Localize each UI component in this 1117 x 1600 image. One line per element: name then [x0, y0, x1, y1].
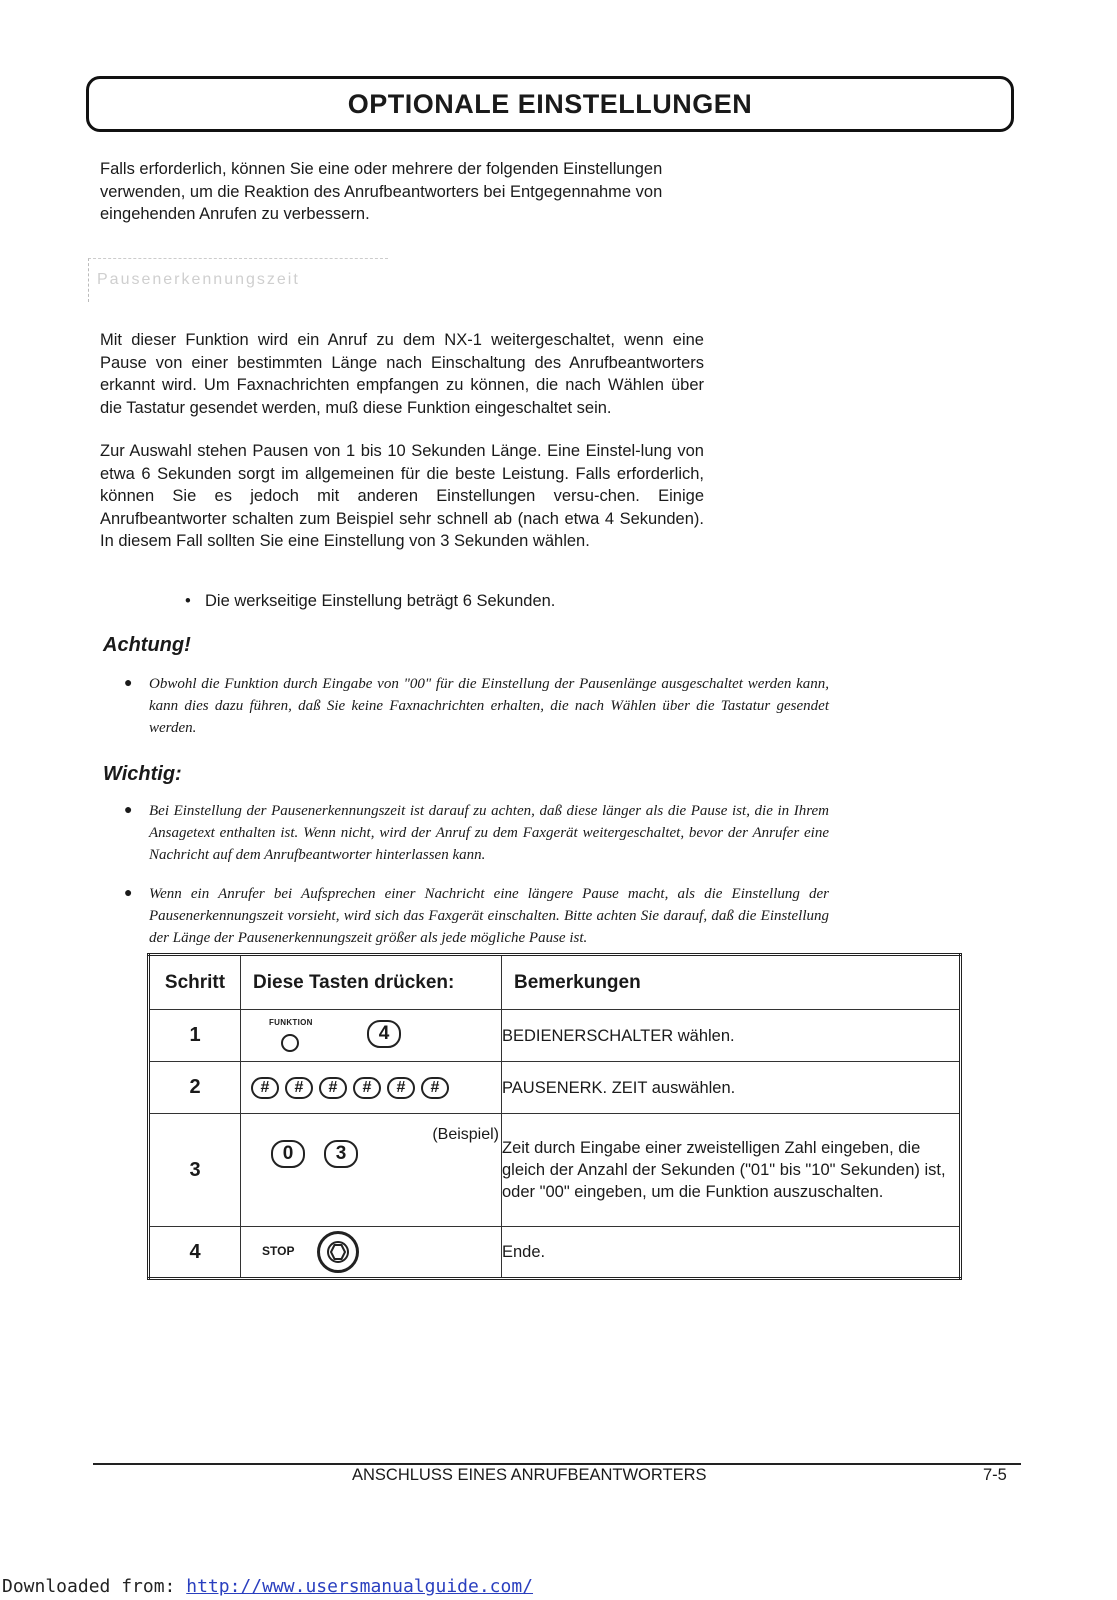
- step-number: 3: [149, 1114, 241, 1227]
- paragraph-function: Mit dieser Funktion wird ein Anruf zu dem NX-1 weitergeschaltet, wenn eine Pause von einer bestimmten Länge nach Einschaltung des Anrufbeantworters erkannt wird. Um Faxnachrichten empfangen zu können, die nach Wählen über die Tastatur gesendet werden, muß diese Funktion eingeschaltet sein.: [100, 331, 704, 417]
- hash-key: #: [285, 1077, 313, 1099]
- hash-key: #: [421, 1077, 449, 1099]
- header-keys: Diese Tasten drücken:: [241, 955, 502, 1010]
- hash-key: #: [251, 1077, 279, 1099]
- bullet-icon: ●: [124, 803, 133, 818]
- bullet-icon: ●: [124, 676, 133, 691]
- keys-cell: [241, 1114, 502, 1227]
- key-3: 3: [324, 1140, 358, 1168]
- footer-title: ANSCHLUSS EINES ANRUFBEANTWORTERS: [352, 1466, 707, 1484]
- table-header-row: [149, 955, 961, 1010]
- wichtig-heading: Wichtig:: [103, 763, 182, 785]
- table-row: [149, 1062, 961, 1114]
- step-number: 1: [149, 1010, 241, 1062]
- keys-cell: [241, 1010, 502, 1062]
- table-row: [149, 1227, 961, 1279]
- header-remarks: Bemerkungen: [502, 955, 961, 1010]
- bullet-icon: •: [185, 592, 191, 610]
- download-note: [2, 1576, 533, 1597]
- default-setting-item: • Die werkseitige Einstellung beträgt 6 Sekunden.: [185, 592, 556, 610]
- download-label: Downloaded from:: [2, 1576, 176, 1597]
- achtung-heading: Achtung!: [103, 634, 191, 656]
- hash-key: #: [387, 1077, 415, 1099]
- function-key-label: FUNKTION: [269, 1018, 313, 1027]
- header-step: Schritt: [149, 955, 241, 1010]
- keys-cell: [241, 1062, 502, 1114]
- key-4: 4: [367, 1020, 401, 1048]
- section-heading: Pausenerkennungszeit: [88, 258, 388, 302]
- keys-cell: [241, 1227, 502, 1279]
- key-0: 0: [271, 1140, 305, 1168]
- intro-paragraph: Falls erforderlich, können Sie eine oder mehrere der folgenden Einstellungen verwenden, um die Reaktion des Anrufbeantworters bei Entgegennahme von eingehenden Anrufen zu verbessern.: [100, 160, 663, 223]
- wichtig-note-1: ● Bei Einstellung der Pausenerkennungszeit ist darauf zu achten, daß diese länger als die Pause ist, die in Ihrem Ansagetext enthalten ist. Wenn nicht, wird der Anruf zu dem Faxgerät weitergeschaltet, bevor der Anrufer eine Nachricht auf dem Anrufbeantworter hinterlassen kann.: [124, 800, 829, 866]
- title-box: [86, 76, 1014, 132]
- wichtig-note-2: ● Wenn ein Anrufer bei Aufsprechen einer Nachricht eine längere Pause macht, als die Einstellung der Pausenerkennungszeit vorsieht, wird sich das Faxgerät einschalten. Bitte achten Sie darauf, daß die Einstellung der Länge der Pausenerkennungszeit größer als jede mögliche Pause ist.: [124, 883, 829, 949]
- footer-divider: [93, 1463, 1021, 1465]
- remark: BEDIENERSCHALTER wählen.: [502, 1010, 961, 1062]
- step-number: 2: [149, 1062, 241, 1114]
- remark: PAUSENERK. ZEIT auswählen.: [502, 1062, 961, 1114]
- download-link[interactable]: http://www.usersmanualguide.com/: [186, 1576, 534, 1597]
- bullet-icon: ●: [124, 886, 133, 901]
- remark: Ende.: [502, 1227, 961, 1279]
- stop-icon: [317, 1231, 359, 1273]
- steps-table: [147, 953, 962, 1280]
- table-row: [149, 1114, 961, 1227]
- table-row: [149, 1010, 961, 1062]
- remark: Zeit durch Eingabe einer zweistelligen Zahl eingeben, die gleich der Anzahl der Sekunden ("01" bis "10" Sekunden) ist, oder "00" eingeben, um die Funktion auszuschalten.: [502, 1114, 961, 1227]
- page-title: OPTIONALE EINSTELLUNGEN: [347, 88, 753, 119]
- hash-key: #: [353, 1077, 381, 1099]
- stop-label: STOP: [262, 1244, 295, 1258]
- page-number: 7-5: [983, 1466, 1007, 1484]
- example-label: (Beispiel): [432, 1126, 499, 1143]
- function-key-icon: [281, 1034, 299, 1052]
- step-number: 4: [149, 1227, 241, 1279]
- paragraph-pause-range: Zur Auswahl stehen Pausen von 1 bis 10 Sekunden Länge. Eine Einstel-lung von etwa 6 Sekunden sorgt im allgemeinen für die beste Leistung. Falls erforderlich, können Sie es jedoch mit anderen Einstellungen versu-chen. Einige Anrufbeantworter schalten zum Beispiel sehr schnell ab (nach etwa 4 Sekunden). In diesem Fall sollten Sie eine Einstellung von 3 Sekunden wählen.: [100, 442, 704, 550]
- hash-key: #: [319, 1077, 347, 1099]
- achtung-note: ● Obwohl die Funktion durch Eingabe von "00" für die Einstellung der Pausenlänge ausgeschaltet werden kann, kann dies dazu führen, daß Sie keine Faxnachrichten erhalten, die nach Wählen über die Tastatur gesendet werden.: [124, 673, 829, 739]
